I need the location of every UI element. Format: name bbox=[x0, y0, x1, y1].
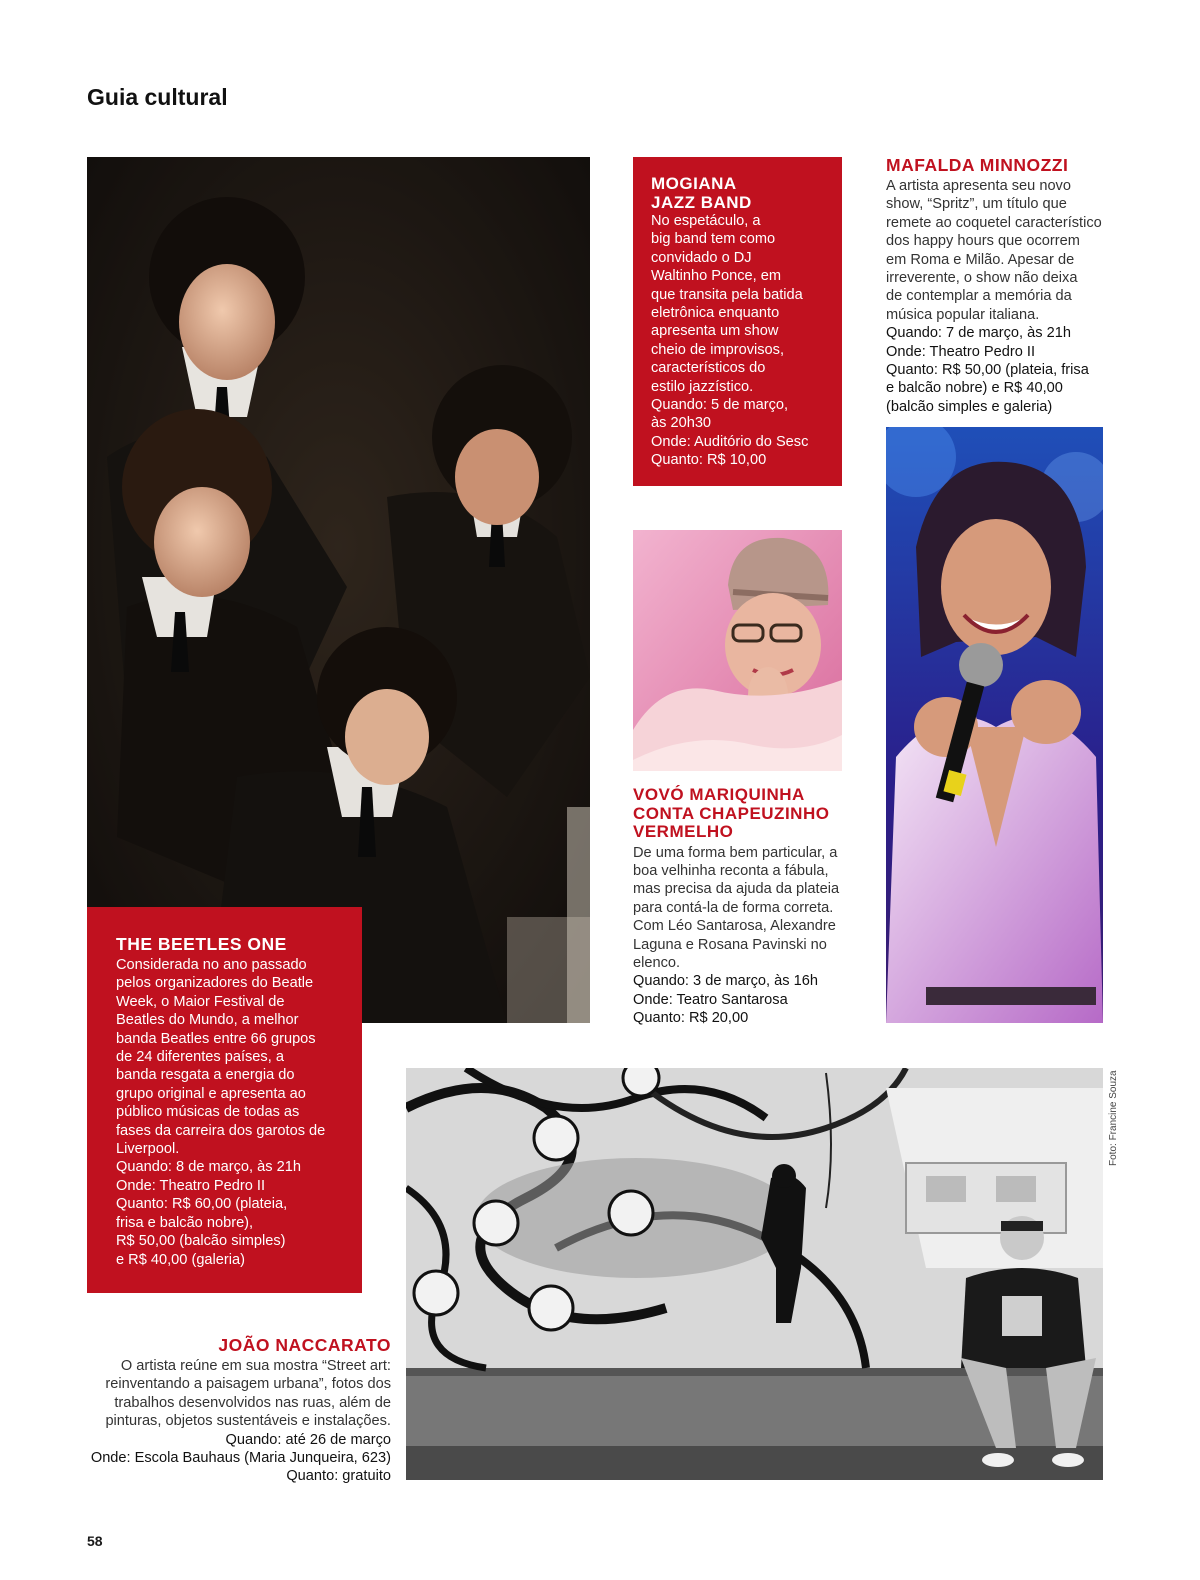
mogiana-info-box bbox=[633, 157, 842, 486]
vovo-title bbox=[633, 786, 858, 842]
text-line: mas precisa da ajuda da plateia bbox=[633, 881, 840, 898]
title-line: CONTA CHAPEUZINHO bbox=[633, 803, 830, 823]
text-line: convidado o DJ bbox=[651, 249, 752, 266]
street-art-photo bbox=[406, 1068, 1103, 1480]
text-line: pelos organizadores do Beatle bbox=[116, 975, 314, 992]
beatles-title: THE BEETLES ONE bbox=[116, 934, 287, 954]
text-line: De uma forma bem particular, a bbox=[633, 844, 838, 861]
text-line: big band tem como bbox=[651, 231, 776, 248]
title-line: VERMELHO bbox=[633, 822, 734, 841]
text-line: banda resgata a energia do bbox=[116, 1067, 295, 1084]
text-line: show, “Spritz”, um título que bbox=[886, 196, 1067, 213]
photo-credit-text: Foto: Francine Souza bbox=[1108, 1070, 1119, 1166]
photo-credit bbox=[1088, 1068, 1128, 1178]
beatles-info-box bbox=[87, 907, 362, 1293]
text-line: apresenta um show bbox=[651, 323, 779, 340]
where-line: Onde: Teatro Santarosa bbox=[633, 991, 788, 1008]
where-line: Onde: Escola Bauhaus (Maria Junqueira, 623) bbox=[90, 1450, 391, 1467]
text-line: A artista apresenta seu novo bbox=[886, 178, 1071, 194]
text-line: fases da carreira dos garotos de bbox=[116, 1122, 326, 1139]
text-line: estilo jazzístico. bbox=[651, 378, 754, 395]
beatles-band-photo bbox=[87, 157, 590, 1023]
price-line: Quanto: gratuito bbox=[286, 1468, 391, 1485]
joao-description bbox=[80, 1357, 391, 1486]
text-line: Waltinho Ponce, em bbox=[651, 268, 782, 285]
text-line: Beatles do Mundo, a melhor bbox=[116, 1012, 299, 1029]
section-title: Guia cultural bbox=[87, 84, 228, 110]
vovo-description bbox=[633, 844, 858, 1028]
mafalda-title: MAFALDA MINNOZZI bbox=[886, 155, 1069, 175]
when-line: às 20h30 bbox=[651, 415, 712, 432]
price-line: Quanto: R$ 60,00 (plateia, bbox=[116, 1196, 288, 1213]
text-line: público músicas de todas as bbox=[116, 1104, 300, 1121]
mafalda-singer-photo bbox=[886, 427, 1103, 1023]
text-line: Liverpool. bbox=[116, 1141, 180, 1158]
when-line: Quando: 7 de março, às 21h bbox=[886, 325, 1071, 342]
text-line: de 24 diferentes países, a bbox=[116, 1049, 284, 1066]
vovo-mariquinha-photo bbox=[633, 530, 842, 771]
price-line: e R$ 40,00 (galeria) bbox=[116, 1251, 245, 1268]
title-line: MOGIANA bbox=[651, 174, 737, 193]
when-line: Quando: 5 de março, bbox=[651, 397, 789, 414]
beatles-description bbox=[116, 956, 362, 1269]
when-line: Quando: até 26 de março bbox=[225, 1431, 391, 1448]
vovo-block bbox=[633, 786, 858, 1028]
price-line: Quanto: R$ 20,00 bbox=[633, 1010, 749, 1027]
text-line: reinventando a paisagem urbana”, fotos dos bbox=[105, 1376, 391, 1393]
mafalda-block bbox=[886, 155, 1111, 416]
where-line: Onde: Auditório do Sesc bbox=[651, 433, 809, 450]
text-line: em Roma e Milão. Apesar de bbox=[886, 251, 1075, 268]
price-line: e balcão nobre) e R$ 40,00 bbox=[886, 380, 1063, 397]
text-line: Com Léo Santarosa, Alexandre bbox=[633, 918, 836, 935]
text-line: dos happy hours que ocorrem bbox=[886, 233, 1080, 250]
page-number: 58 bbox=[87, 1533, 103, 1549]
text-line: característicos do bbox=[651, 360, 766, 377]
text-line: grupo original e apresenta ao bbox=[116, 1085, 306, 1102]
text-line: para contá-la de forma correta. bbox=[633, 899, 834, 916]
text-line: que transita pela batida bbox=[651, 286, 803, 303]
text-line: No espetáculo, a bbox=[651, 213, 761, 229]
when-line: Quando: 3 de março, às 16h bbox=[633, 973, 818, 990]
text-line: O artista reúne em sua mostra “Street art: bbox=[120, 1358, 391, 1374]
joao-title: JOÃO NACCARATO bbox=[218, 1335, 391, 1355]
where-line: Onde: Theatro Pedro II bbox=[886, 343, 1036, 360]
text-line: banda Beatles entre 66 grupos bbox=[116, 1030, 316, 1047]
mogiana-description bbox=[651, 212, 842, 470]
title-line: VOVÓ MARIQUINHA bbox=[633, 785, 805, 804]
price-line: Quanto: R$ 50,00 (plateia, frisa bbox=[886, 362, 1089, 379]
text-line: de contemplar a memória da bbox=[886, 288, 1072, 305]
joao-block bbox=[80, 1335, 391, 1486]
mafalda-description bbox=[886, 177, 1111, 416]
text-line: pinturas, objetos sustentáveis e instalações. bbox=[105, 1413, 391, 1430]
price-line: Quanto: R$ 10,00 bbox=[651, 452, 767, 469]
text-line: remete ao coquetel característico bbox=[886, 214, 1102, 231]
text-line: Considerada no ano passado bbox=[116, 957, 307, 973]
text-line: elenco. bbox=[633, 954, 681, 971]
price-line: frisa e balcão nobre), bbox=[116, 1214, 254, 1231]
text-line: trabalhos desenvolvidos nas ruas, além de bbox=[114, 1394, 391, 1411]
text-line: eletrônica enquanto bbox=[651, 305, 780, 322]
title-line: JAZZ BAND bbox=[651, 192, 752, 212]
text-line: boa velhinha reconta a fábula, bbox=[633, 862, 829, 879]
where-line: Onde: Theatro Pedro II bbox=[116, 1177, 266, 1194]
text-line: cheio de improvisos, bbox=[651, 341, 785, 358]
price-line: (balcão simples e galeria) bbox=[886, 398, 1053, 415]
text-line: Week, o Maior Festival de bbox=[116, 993, 285, 1010]
text-line: música popular italiana. bbox=[886, 306, 1040, 323]
text-line: Laguna e Rosana Pavinski no bbox=[633, 936, 827, 953]
mogiana-title bbox=[651, 175, 842, 212]
text-line: irreverente, o show não deixa bbox=[886, 270, 1078, 287]
price-line: R$ 50,00 (balcão simples) bbox=[116, 1233, 286, 1250]
when-line: Quando: 8 de março, às 21h bbox=[116, 1159, 301, 1176]
